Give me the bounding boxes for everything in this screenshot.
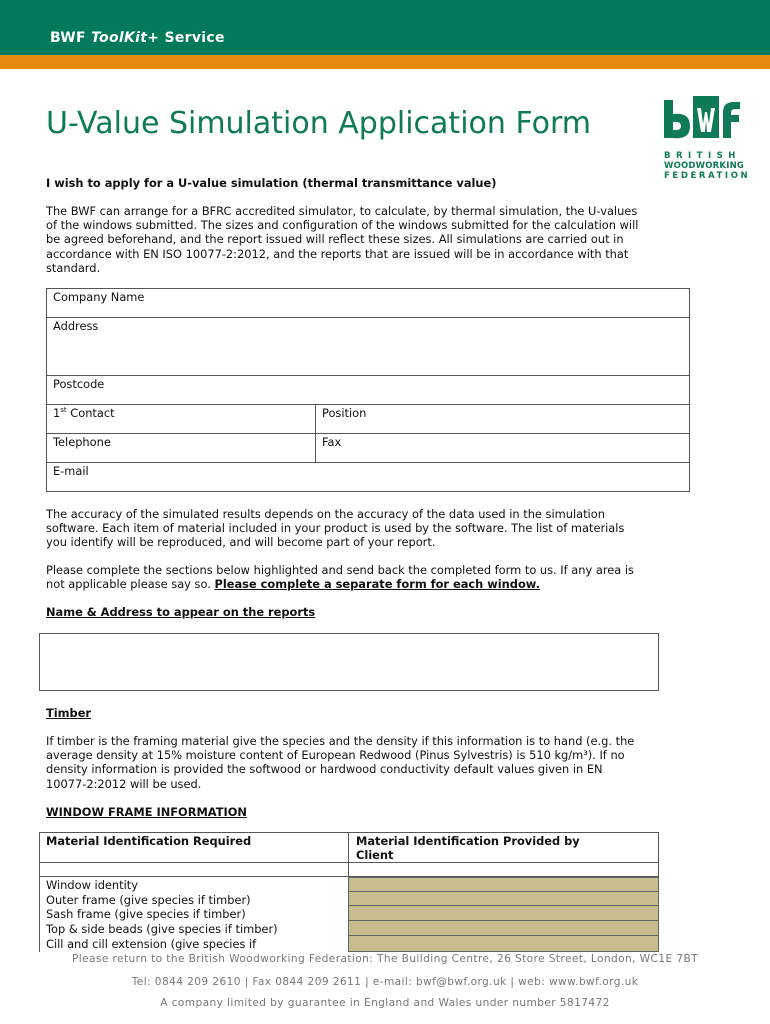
- intro-line: of the windows submitted. The sizes and configuration of the windows submitted for the calculation will: [46, 218, 639, 233]
- outer-frame-input[interactable]: [348, 891, 659, 906]
- toolkit-label: ToolKit+: [91, 30, 160, 46]
- form-column-divider: [315, 404, 316, 462]
- logo-line-1: BRITISH: [664, 151, 741, 161]
- logo-line-2: WOODWORKING: [664, 161, 745, 171]
- table-header-provided: Material Identification Provided by Client: [356, 834, 580, 862]
- intro-heading: I wish to apply for a U-value simulation (thermal transmittance value): [46, 176, 497, 190]
- form-divider: [46, 462, 690, 463]
- bwf-logo-icon: [660, 94, 750, 144]
- intro-line: The BWF can arrange for a BFRC accredited simulator, to calculate, by thermal simulation, the U-values: [46, 204, 638, 218]
- table-header-required: Material Identification Required: [46, 834, 252, 848]
- cill-input[interactable]: [348, 935, 659, 952]
- first-contact-field[interactable]: 1st Contact: [53, 406, 115, 420]
- footer-address: Please return to the British Woodworking Federation: The Building Centre, 26 Store Street, London, WC1E 7BT: [71, 953, 699, 965]
- footer-contact: Tel: 0844 209 2610 | Fax 0844 209 2611 | e-mail: bwf@bwf.org.uk | web: www.bwf.org.uk: [131, 976, 639, 988]
- accent-bar: [0, 55, 770, 69]
- telephone-field[interactable]: Telephone: [53, 435, 111, 449]
- logo-line-3: FEDERATION: [664, 171, 751, 181]
- form-divider: [46, 317, 690, 318]
- bwf-logo: [660, 94, 760, 184]
- fax-field[interactable]: Fax: [322, 435, 342, 449]
- form-divider: [46, 433, 690, 434]
- intro-line: accordance with EN ISO 10077-2:2012, and the reports that are issued will be in accordance with that: [46, 246, 629, 261]
- company-name-field[interactable]: Company Name: [53, 290, 145, 304]
- beads-input[interactable]: [348, 920, 659, 936]
- table-row: Top & side beads (give species if timber): [46, 922, 278, 936]
- window-identity-input[interactable]: [348, 877, 659, 892]
- intro-line: standard.: [46, 260, 101, 275]
- page-title: U-Value Simulation Application Form: [46, 106, 592, 141]
- postcode-field[interactable]: Postcode: [53, 377, 105, 391]
- intro-line: be agreed beforehand, and the report issued will reflect these sizes. All simulations are carried out in: [46, 232, 624, 247]
- table-header-divider: [39, 862, 659, 863]
- name-address-heading: Name & Address to appear on the reports: [46, 605, 316, 619]
- table-row: Cill and cill extension (give species if: [46, 937, 257, 951]
- instructions-paragraph: Please complete the sections below highlighted and send back the completed form to us. If any area is not applicable please say so. Please complete a separate form for each window.: [46, 563, 634, 592]
- timber-heading: Timber: [46, 706, 92, 720]
- table-row: Window identity: [46, 878, 138, 892]
- name-address-input[interactable]: [39, 633, 659, 691]
- accuracy-paragraph: The accuracy of the simulated results depends on the accuracy of the data used in the simulation software. Each item of material included in your product is used by the software. The list of materials you identify will be reproduced, and will become part of your report.: [46, 507, 625, 550]
- service-name: BWF ToolKit+ Service: [50, 30, 225, 46]
- address-field[interactable]: Address: [53, 319, 99, 333]
- email-field[interactable]: E-mail: [53, 464, 89, 478]
- table-row: Sash frame (give species if timber): [46, 907, 246, 921]
- frame-info-heading: WINDOW FRAME INFORMATION: [46, 805, 247, 819]
- timber-paragraph: If timber is the framing material give the species and the density if this information is to hand (e.g. the average density at 15% moisture content of European Redwood (Pinus Sylvestris) is 510 kg/m³). If no density information is provided the softwood or hardwood conductivity default values given in EN 10077-2:2012 will be used.: [46, 734, 635, 791]
- intro-paragraph: [46, 204, 638, 275]
- position-field[interactable]: Position: [322, 406, 367, 420]
- form-divider: [46, 375, 690, 376]
- separate-form-note: Please complete a separate form for each window.: [214, 577, 540, 592]
- header-bar: [0, 0, 770, 55]
- form-divider: [46, 404, 690, 405]
- footer-company: A company limited by guarantee in England and Wales under number 5817472: [160, 997, 610, 1009]
- sash-frame-input[interactable]: [348, 905, 659, 921]
- table-row: Outer frame (give species if timber): [46, 893, 251, 907]
